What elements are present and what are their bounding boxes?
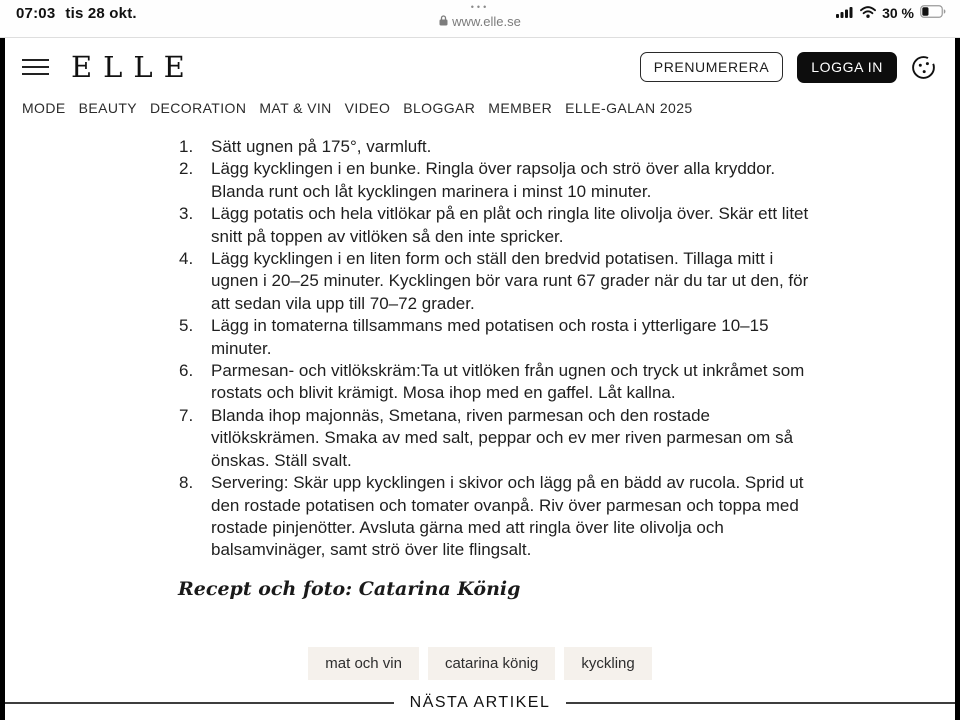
wifi-icon [860,5,876,21]
divider-line-left [5,702,394,704]
status-bar [0,0,960,38]
recipe-step-2: Lägg kycklingen i en bunke. Ringla över rapsolja och strö över alla kryddor. Blanda runt och låt kycklingen marinera i minst 10 minuter. [211,159,776,201]
recipe-step-5: Lägg in tomaterna tillsammans med potatisen och rosta i ytterligare 10–15 minuter. [211,316,769,358]
address-bar[interactable] [0,2,960,29]
nav-item-decoration[interactable]: DECORATION [150,100,247,116]
status-icons [836,5,946,21]
battery-percent: 30 % [882,5,914,21]
main-nav [0,96,960,126]
status-date: tis 28 okt. [65,5,137,22]
battery-icon [920,5,946,21]
recipe-step-6: Parmesan- och vitlökskräm:Ta ut vitlöken från ugnen och tryck ut inkråmet som rostats och blivit krämigt. Mosa ihop med en gaffel. Låt kallna. [211,361,805,403]
nav-item-beauty[interactable]: BEAUTY [78,100,138,116]
recipe-steps [178,136,820,562]
login-button[interactable]: LOGGA IN [797,52,897,83]
cellular-signal-icon [836,5,854,21]
recipe-step-4: Lägg kycklingen i en liten form och ställ den bredvid potatisen. Tillaga mitt i ugnen i 20–25 minuter. Kycklingen bör vara runt 67 grader när du tar ut den, för att sedan vila upp till 70–72 grader. [211,249,809,313]
subscribe-button[interactable]: PRENUMERERA [640,52,784,82]
letterbox-left [0,38,5,720]
next-article-label: NÄSTA ARTIKEL [409,693,551,711]
nav-item-elle-galan[interactable]: ELLE-GALAN 2025 [565,100,693,116]
page-menu-dots[interactable]: ••• [470,2,490,12]
recipe-step-7: Blanda ihop majonnäs, Smetana, riven parmesan och den rostade vitlökskrämen. Smaka av med salt, peppar och ev mer riven parmesan om så önskas. Ställ svalt. [211,405,794,470]
nav-item-video[interactable]: VIDEO [344,100,391,116]
cookie-settings-icon[interactable] [911,55,936,80]
nav-item-member[interactable]: MEMBER [488,100,553,116]
url-text[interactable]: www.elle.se [452,14,521,29]
tags-row [0,647,960,680]
nav-item-mat-vin[interactable]: MAT & VIN [259,100,332,116]
tag-mat-och-vin[interactable]: mat och vin [308,647,419,680]
recipe-step-1: Sätt ugnen på 175°, varmluft. [211,137,432,156]
next-article-divider [0,694,960,712]
nav-item-bloggar[interactable]: BLOGGAR [403,100,476,116]
nav-item-mode[interactable]: MODE [22,100,66,116]
menu-icon[interactable] [22,54,49,80]
lock-icon [439,14,448,29]
divider-line-right [566,702,955,704]
status-time: 07:03 [16,5,56,22]
recipe-byline: Recept och foto: Catarina König [178,577,521,600]
recipe-step-3: Lägg potatis och hela vitlökar på en plåt och ringla lite olivolja över. Skär ett litet snitt på toppen av vitlöken så den inte spricker. [211,204,809,246]
elle-logo[interactable]: ELLE [71,50,196,84]
recipe-step-8: Servering: Skär upp kycklingen i skivor och lägg på en bädd av rucola. Sprid ut den rostade potatisen och tomater ovanpå. Riv över parmesan och toppa med rostade pinjenötter. Avsluta gärna med att ringla över lite olivolja och balsamvinäger, samt strö över lite flingsalt. [211,473,804,560]
site-header [0,38,960,96]
letterbox-right [955,38,960,720]
tag-catarina-konig[interactable]: catarina könig [428,647,555,680]
tag-kyckling[interactable]: kyckling [564,647,651,680]
